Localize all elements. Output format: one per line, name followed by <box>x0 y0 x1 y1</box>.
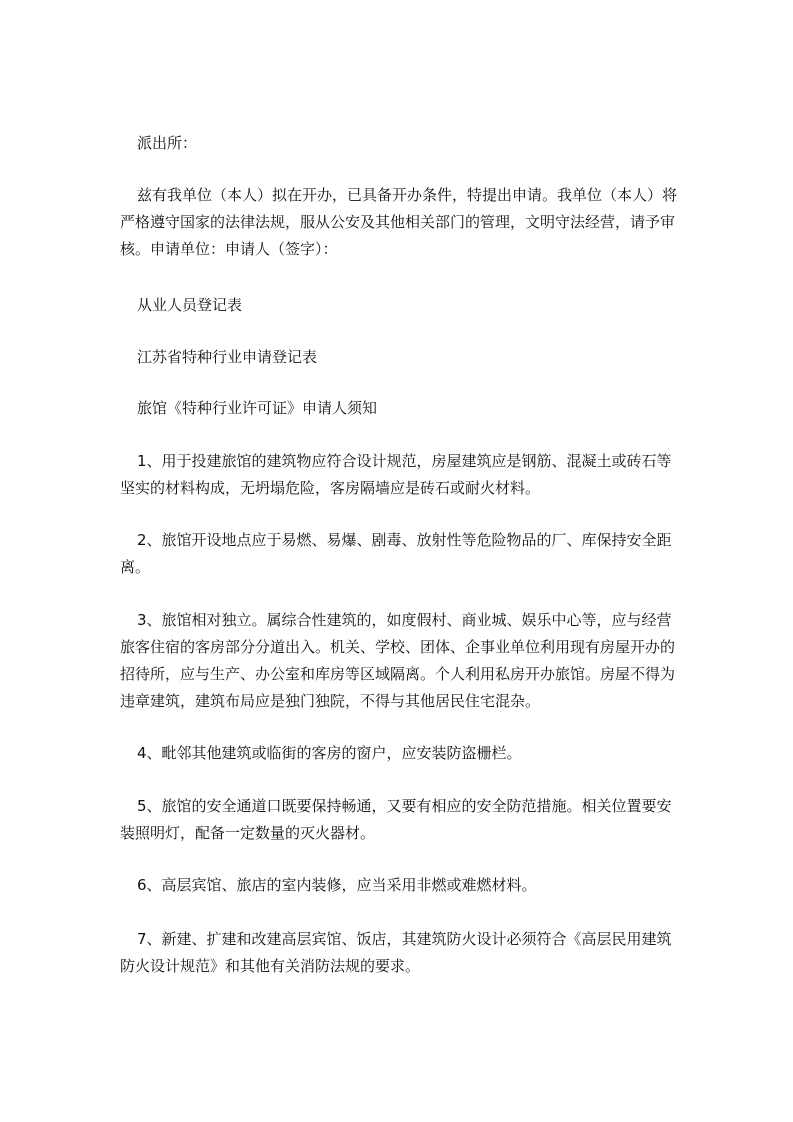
rule-line: 5、旅馆的安全通道口既要保持畅通，又要有相应的安全防范措施。相关位置要安 <box>137 797 672 815</box>
rule-line: 违章建筑，建筑布局应是独门独院，不得与其他居民住宅混杂。 <box>120 692 541 710</box>
rule-line: 离。 <box>120 558 151 576</box>
form-title: 旅馆《特种行业许可证》申请人须知 <box>137 399 378 417</box>
rule-line: 4、毗邻其他建筑或临街的客房的窗户，应安装防盗栅栏。 <box>137 744 522 762</box>
rule-line: 坚实的材料构成，无坍塌危险，客房隔墙应是砖石或耐火材料。 <box>120 479 541 497</box>
rule-line: 3、旅馆相对独立。属综合性建筑的，如度假村、商业城、娱乐中心等，应与经营 <box>137 611 672 629</box>
rule-line: 装照明灯，配备一定数量的灭火器材。 <box>120 824 376 842</box>
application-line: 严格遵守国家的法律法规，服从公安及其他相关部门的管理，文明守法经营，请予审 <box>120 213 676 231</box>
rule-line: 防火设计规范》和其他有关消防法规的要求。 <box>120 957 421 975</box>
rule-line: 旅客住宿的客房部分分道出入。机关、学校、团体、企事业单位利用现有房屋开办的 <box>120 638 676 656</box>
rule-line: 6、高层宾馆、旅店的室内装修，应当采用非燃或难燃材料。 <box>137 876 537 894</box>
application-line: 核。申请单位：申请人（签字）： <box>120 240 338 258</box>
application-line: 兹有我单位（本人）拟在开办，已具备开办条件，特提出申请。我单位（本人）将 <box>137 186 678 204</box>
addressee: 派出所： <box>137 134 198 152</box>
form-title: 江苏省特种行业申请登记表 <box>137 348 318 366</box>
form-title: 从业人员登记表 <box>137 296 243 314</box>
rule-line: 2、旅馆开设地点应于易燃、易爆、剧毒、放射性等危险物品的厂、库保持安全距 <box>137 531 672 549</box>
rule-line: 7、新建、扩建和改建高层宾馆、饭店，其建筑防火设计必须符合《高层民用建筑 <box>137 930 672 948</box>
rule-line: 招待所，应与生产、办公室和库房等区域隔离。个人利用私房开办旅馆。房屋不得为 <box>120 665 676 683</box>
rule-line: 1、用于投建旅馆的建筑物应符合设计规范，房屋建筑应是钢筋、混凝土或砖石等 <box>137 452 672 470</box>
